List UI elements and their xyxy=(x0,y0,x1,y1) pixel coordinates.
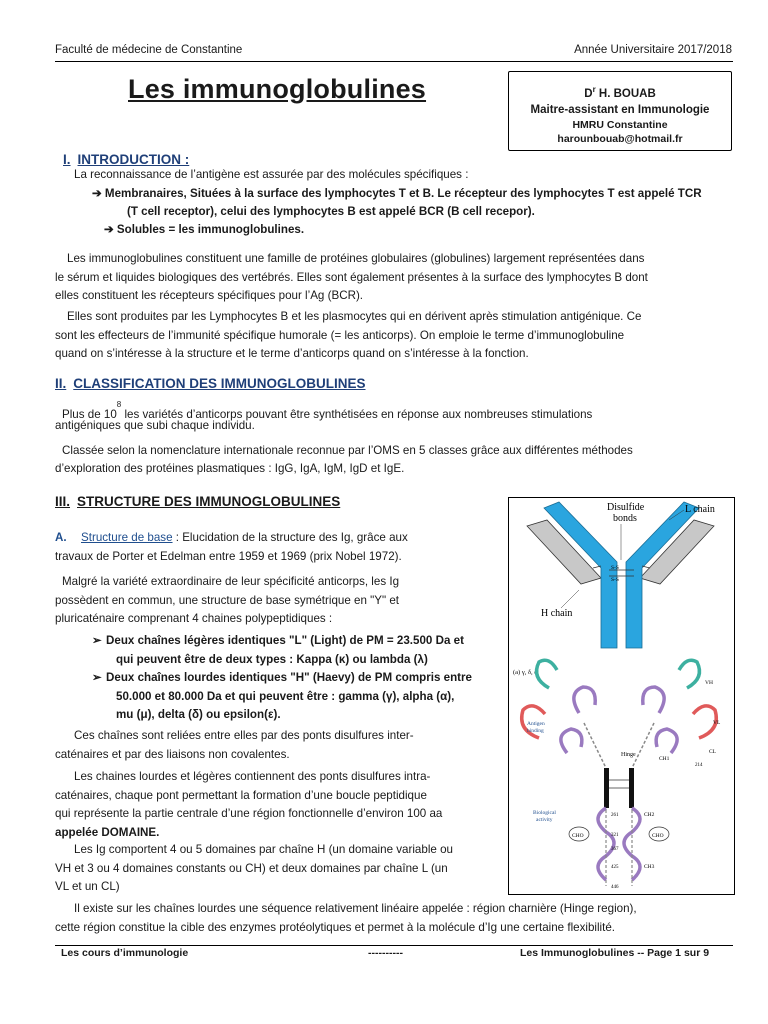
ss-label: S-S xyxy=(611,577,619,583)
domain-structure-diagram xyxy=(513,660,721,890)
page-title: Les immunoglobulines xyxy=(128,74,427,104)
disulfide-label: Disulfide xyxy=(607,502,645,513)
residue-261: 261 xyxy=(611,813,619,818)
vh-label: VH xyxy=(705,680,713,686)
vl-label: VL xyxy=(713,720,721,726)
ch1-label: CH1 xyxy=(659,756,670,762)
header-right: Année Universitaire 2017/2018 xyxy=(574,44,732,56)
section-2-paragraph-2-cont: d’exploration des protéines plasmatiques : IgG, IgA, IgM, IgD et IgE. xyxy=(55,462,405,475)
author-name: $D^r$ H. BOUAB xyxy=(584,85,656,100)
author-affiliation: HMRU Constantine xyxy=(572,118,668,131)
section-2-paragraph-1: Plus de $10^8$ les variétés d’anticorps pouvant être synthétisées en réponse aux nombreuses stimulations xyxy=(62,400,593,421)
section-2-paragraph-2: Classée selon la nomenclature internationale reconnue par l’OMS en 5 classes grâce aux différentes méthodes xyxy=(62,444,633,457)
section-2-paragraph-1-cont: antigéniques que subi chaque individu. xyxy=(55,419,255,432)
ch3-label: CH3 xyxy=(644,864,655,870)
bullet-membranaires: ➔ Membranaires, Situées à la surface des lymphocytes T et B. Le récepteur des lymphocytes T est appelé TCR xyxy=(92,187,702,200)
footer-center: ---------- xyxy=(368,947,403,959)
residue-425: 425 xyxy=(611,865,619,870)
hinge-paragraph: Il existe sur les chaînes lourdes une séquence relativement linéaire appelée : région charnière (Hinge region), cette région constitue la cible des enzymes protéolytiques et permet à la molécule d’Ig une certaine flexibilité. xyxy=(55,902,637,934)
antigen-binding-label-2: binding xyxy=(527,728,544,734)
footer-rule xyxy=(55,945,733,946)
l-chain-label: L chain xyxy=(685,504,715,515)
section-2-heading: II. CLASSIFICATION DES IMMUNOGLOBULINES xyxy=(55,376,366,391)
bonds-label: bonds xyxy=(613,513,637,524)
antibody-structure-figure xyxy=(508,497,735,895)
h-chain-label: H chain xyxy=(541,608,573,619)
section-3-heading: III. STRUCTURE DES IMMUNOGLOBULINES xyxy=(55,494,341,509)
section-1-paragraph-1: Les immunoglobulines constituent une famille de protéines globulaires (globulines) largement représentées dans le sérum et liquides biologiques des vertébrés. Elles sont également présentes à la surface des lymphocytes B dont elles constituent les récepteurs spécifiques pour l’Ag (BCR). xyxy=(55,252,648,302)
biological-activity-label-2: activity xyxy=(536,817,553,823)
ss-label: S-S xyxy=(611,565,619,571)
residue-446: 446 xyxy=(611,885,619,890)
bullet-heavy-chains: ➢ Deux chaînes lourdes identiques "H" (Haevy) de PM compris entre 50.000 et 80.000 Da et qui peuvent être : gamma (γ), alpha (α), mu (μ), delta (δ) ou epsilon(ε). xyxy=(92,671,472,721)
subsection-a-intro: A. Structure de base : Elucidation de la structure des Ig, grâce aux travaux de Porter et Edelman entre 1959 et 1969 (prix Nobel 1972). xyxy=(55,531,408,563)
cho-label: CHO xyxy=(572,833,584,839)
structure-paragraph: Malgré la variété extraordinaire de leur spécificité anticorps, les Ig possèdent en commun, une structure de base symétrique en "Y" et pluricaténaire comprenant 4 chaines polypeptidiques : xyxy=(55,575,400,625)
author-box xyxy=(508,71,732,151)
residue-321: 321 xyxy=(611,833,619,838)
footer-left: Les cours d’immunologie xyxy=(61,947,189,959)
y-structure-diagram xyxy=(527,502,715,648)
footer-right: Les Immunoglobulines -- Page 1 sur 9 xyxy=(520,947,710,959)
bullet-solubles: ➔ Solubles = les immunoglobulines. xyxy=(104,223,305,236)
antibody-diagram xyxy=(509,498,734,894)
bullet-light-chains: ➢ Deux chaînes légères identiques "L" (Light) de PM = 23.500 Da et qui peuvent être de deux types : Kappa (κ) ou lambda (λ) xyxy=(92,634,464,666)
domains-paragraph: Les Ig comportent 4 ou 5 domaines par chaîne H (un domaine variable ou VH et 3 ou 4 domaines constants ou CH) et deux domaines par chaîne L (un VL et un CL) xyxy=(55,843,453,893)
header-rule xyxy=(55,61,733,62)
intra-chain-paragraph: Les chaines lourdes et légères contiennent des ponts disulfures intra- caténaires, chaque pont permettant la formation d’une boucle peptidique qui représente la partie centrale d’une région fonctionnelle d’environ 100 aa appelée DOMAINE. xyxy=(55,770,443,839)
arrow-bullet-icon: ➢ xyxy=(92,634,102,647)
header-left: Faculté de médecine de Constantine xyxy=(55,44,243,56)
cho-label: CHO xyxy=(652,833,664,839)
hinge-label: Hinge xyxy=(621,752,636,758)
residue-367: 367 xyxy=(611,847,619,852)
section-1-heading: I. INTRODUCTION : xyxy=(63,152,190,167)
residue-214: 214 xyxy=(695,763,703,768)
biological-activity-label: Biological xyxy=(533,810,556,816)
antigen-binding-label: Antigen xyxy=(527,721,545,727)
arrow-bullet-icon: ➢ xyxy=(92,671,102,684)
author-email: harounbouab@hotmail.fr xyxy=(557,132,683,145)
bullet-membranaires-cont: (T cell receptor), celui des lymphocytes B est appelé BCR (B cell recepor). xyxy=(127,205,535,218)
inter-chain-paragraph: Ces chaînes sont reliées entre elles par des ponts disulfures inter- caténaires et par des liaisons non covalentes. xyxy=(55,729,414,761)
section-1-intro: La reconnaissance de l’antigène est assurée par des molécules spécifiques : xyxy=(74,168,469,181)
author-role: Maitre-assistant en Immunologie xyxy=(530,103,710,116)
section-1-paragraph-2: Elles sont produites par les Lymphocytes B et les plasmocytes qui en dérivent après stimulation antigénique. Ce sont les effecteurs de l’immunité spécifique humorale (= les anticorps). On emploie le terme d’immunoglobuline quand on s’intéresse à la structure et le terme d’anticorps quand on s’intéresse à la fonction. xyxy=(55,310,642,360)
cl-label: CL xyxy=(709,749,717,755)
ch2-label: CH2 xyxy=(644,812,655,818)
panel-label: (a) γ, δ, α xyxy=(513,669,538,676)
